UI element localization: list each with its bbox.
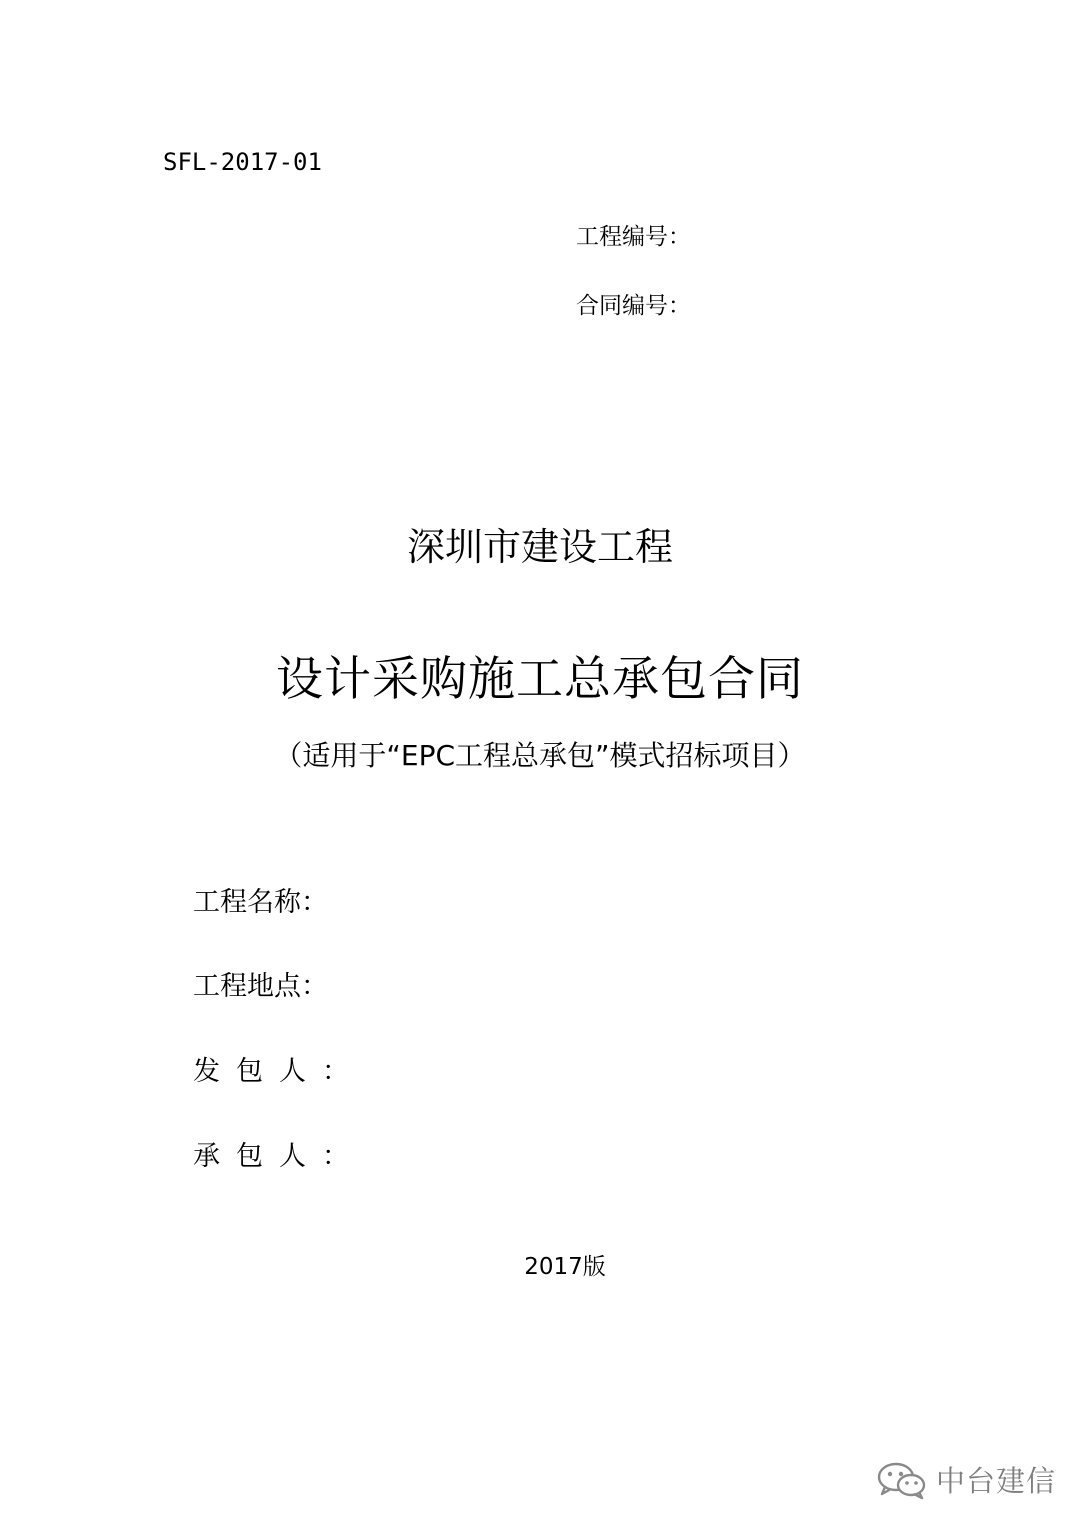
title-line-2: 设计采购施工总承包合同 [276, 652, 804, 707]
document-code: SFL-2017-01 [163, 148, 322, 176]
title-line-1: 深圳市建设工程 [406, 525, 673, 569]
watermark-text: 中台建信 [936, 1464, 1057, 1498]
wechat-icon [876, 1460, 928, 1500]
contract-number-label: 合同编号： [576, 293, 691, 319]
field-project-location: 工程地点： [193, 971, 328, 1002]
field-contractor: 承包人： [193, 1141, 365, 1172]
field-project-name: 工程名称： [193, 887, 328, 918]
title-line-3: （适用于“EPC工程总承包”模式招标项目） [274, 739, 806, 772]
project-number-label: 工程编号： [576, 224, 691, 250]
field-employer: 发包人： [193, 1056, 365, 1087]
watermark [876, 1459, 1056, 1500]
version-label: 2017版 [524, 1254, 606, 1280]
